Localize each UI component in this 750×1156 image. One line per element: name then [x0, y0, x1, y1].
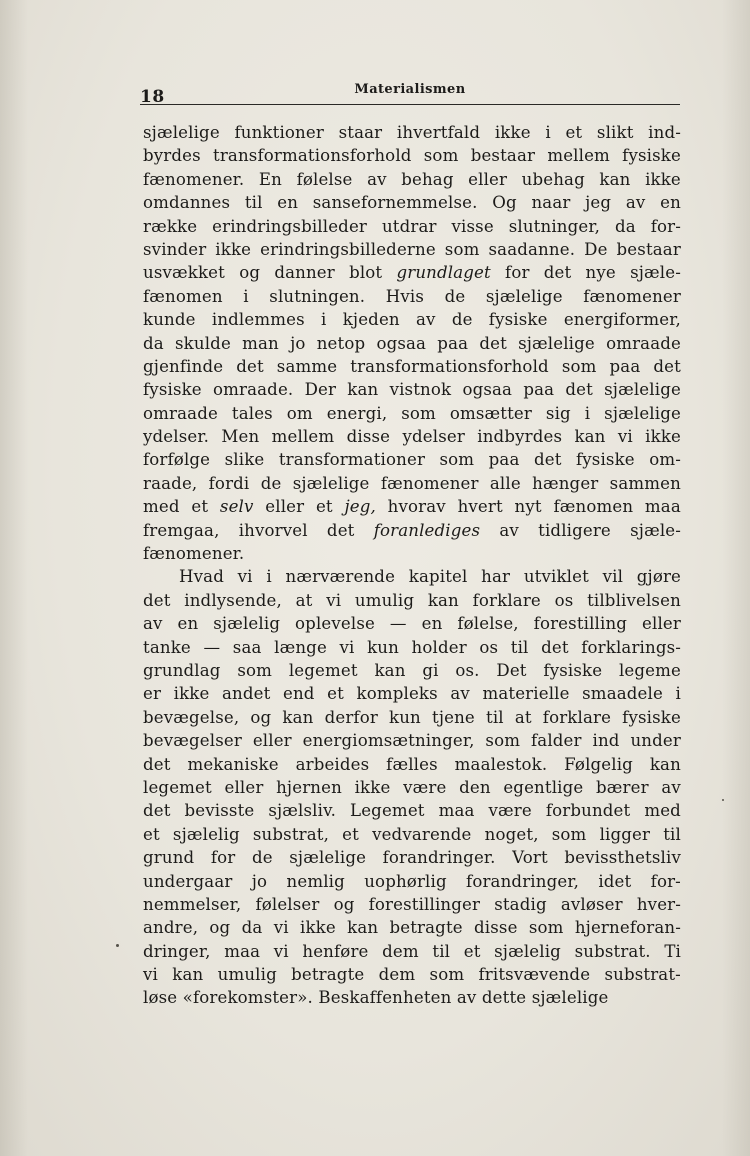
text-line: et sjælelig substrat, et vedvarende noget, som ligger til	[143, 824, 681, 844]
text-line: det mekaniske arbeides fælles maalestok. Følgelig kan	[143, 754, 681, 774]
text-line: omdannes til en sansefornemmelse. Og naar jeg av en	[143, 193, 681, 213]
text-line: grund for de sjælelige forandringer. Vort bevissthetsliv	[143, 848, 681, 868]
stray-mark	[116, 944, 119, 947]
text-line: av en sjælelig oplevelse — en følelse, forestilling eller	[143, 614, 681, 634]
text-line: andre, og da vi ikke kan betragte disse som hjerneforan-	[143, 918, 681, 938]
text-line: løse «forekomster». Beskaffenheten av dette sjælelige	[143, 988, 609, 1008]
text-line: vi kan umulig betragte dem som fritsvævende substrat-	[143, 965, 681, 985]
text-line: legemet eller hjernen ikke være den egentlige bærer av	[143, 777, 681, 797]
text-line: svinder ikke erindringsbillederne som saadanne. De bestaar	[143, 239, 681, 259]
text-line: række erindringsbilleder utdrar visse slutninger, da for-	[143, 216, 682, 236]
running-head: Materialismen	[354, 82, 466, 97]
emphasized-word: jeg,	[344, 497, 376, 517]
emphasized-word: foranlediges	[373, 520, 481, 540]
text-line: fænomener.	[143, 544, 245, 564]
text-line: bevægelser eller energiomsætninger, som falder ind under	[143, 731, 681, 751]
text-line: fysiske omraade. Der kan vistnok ogsaa paa det sjælelige	[143, 380, 681, 400]
emphasized-word: grundlaget	[396, 263, 491, 283]
text-line: sjælelige funktioner staar ihvertfald ikke i et slikt ind-	[143, 123, 681, 142]
emphasized-word: selv	[219, 497, 254, 517]
text-line: med et selv eller et jeg, hvorav hvert nyt fænomen maa	[143, 497, 681, 517]
text-line: er ikke andet end et kompleks av materielle smaadele i	[143, 684, 681, 704]
text-line: fænomener. En følelse av behag eller ubehag kan ikke	[143, 169, 681, 189]
text-line: da skulde man jo netop ogsaa paa det sjælelige omraade	[143, 333, 682, 353]
text-line: dringer, maa vi henføre dem til et sjælelig substrat. Ti	[143, 941, 681, 961]
text-line: grundlag som legemet kan gi os. Det fysiske legeme	[143, 660, 681, 680]
text-line: omraade tales om energi, som omsætter sig i sjælelige	[143, 403, 681, 423]
body-text	[143, 121, 681, 1010]
header-rule	[140, 104, 680, 105]
text-line: kunde indlemmes i kjeden av de fysiske energiformer,	[143, 310, 681, 330]
text-line: gjenfinde det samme transformationsforhold som paa det	[143, 356, 681, 376]
text-line: raade, fordi de sjælelige fænomener alle hænger sammen	[143, 473, 681, 493]
stray-mark	[722, 799, 724, 801]
text-line: undergaar jo nemlig uophørlig forandringer, idet for-	[143, 871, 681, 891]
page-number: 18	[140, 87, 165, 107]
text-line: det indlysende, at vi umulig kan forklare os tilblivelsen	[143, 590, 681, 610]
text-line: fremgaa, ihvorvel det foranlediges av tidligere sjæle-	[143, 520, 682, 540]
text-line: tanke — saa længe vi kun holder os til det forklarings-	[143, 637, 682, 657]
text-line: fænomen i slutningen. Hvis de sjælelige fænomener	[143, 286, 681, 306]
text-line: nemmelser, følelser og forestillinger stadig avløser hver-	[143, 894, 682, 914]
page-header	[140, 80, 680, 107]
text-line: forfølge slike transformationer som paa det fysiske om-	[143, 450, 681, 470]
text-line: ydelser. Men mellem disse ydelser indbyrdes kan vi ikke	[143, 427, 682, 447]
text-line: bevægelse, og kan derfor kun tjene til at forklare fysiske	[143, 707, 681, 727]
text-line: det bevisste sjælsliv. Legemet maa være forbundet med	[143, 801, 681, 821]
page-edge-shadow-right	[722, 0, 750, 1156]
text-line: usvækket og danner blot grundlaget for det nye sjæle-	[143, 263, 681, 283]
text-line: byrdes transformationsforhold som bestaar mellem fysiske	[143, 146, 681, 166]
text-line: Hvad vi i nærværende kapitel har utviklet vil gjøre	[179, 567, 682, 587]
page-edge-shadow-left	[0, 0, 28, 1156]
